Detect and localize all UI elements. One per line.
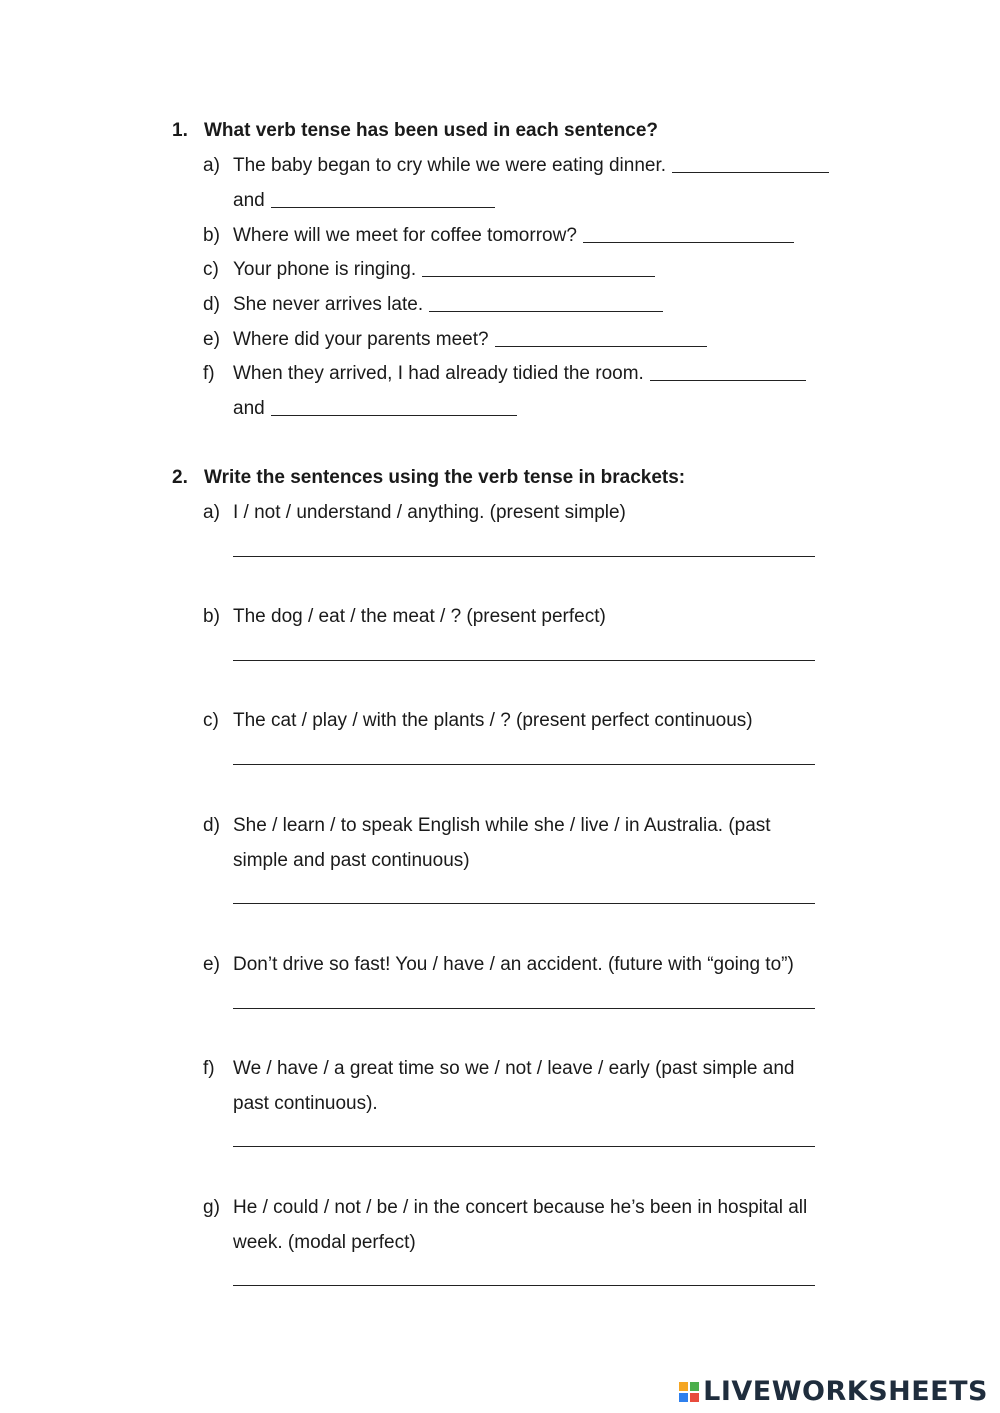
q2-item-e-letter: e) <box>203 954 220 975</box>
liveworksheets-logo <box>679 1376 988 1407</box>
q1-item-f-answer-blank-2[interactable] <box>271 415 517 416</box>
q1-item-c <box>233 259 655 281</box>
q1-item-e <box>233 329 707 351</box>
q1-item-a-letter: a) <box>203 155 220 176</box>
logo-square-4 <box>690 1393 699 1402</box>
q1-item-d-text: She never arrives late. <box>233 294 424 315</box>
q2-item-d-text-line1: She / learn / to speak English while she / live / in Australia. (past <box>233 815 771 836</box>
q2-item-b-letter: b) <box>203 606 220 627</box>
q1-item-f-letter: f) <box>203 363 215 384</box>
q1-item-f-text: When they arrived, I had already tidied the room. <box>233 363 644 384</box>
q1-item-d-letter: d) <box>203 294 220 315</box>
logo-square-2 <box>690 1382 699 1391</box>
q1-item-d <box>233 294 663 316</box>
logo-mark-icon <box>679 1382 699 1402</box>
q2-item-g-letter: g) <box>203 1197 220 1218</box>
q1-item-b-text: Where will we meet for coffee tomorrow? <box>233 225 577 246</box>
question-1-title: What verb tense has been used in each sentence? <box>204 120 659 141</box>
q1-item-d-answer-blank[interactable] <box>429 311 663 312</box>
logo-text: LIVEWORKSHEETS <box>703 1376 988 1407</box>
q2-item-f-text-line2: past continuous). <box>233 1093 378 1114</box>
q2-item-a-text: I / not / understand / anything. (present simple) <box>233 502 626 523</box>
q2-item-g-answer-line[interactable] <box>233 1285 815 1286</box>
q1-item-b <box>233 225 794 247</box>
q2-item-c-letter: c) <box>203 710 219 731</box>
q2-item-g-text-line2: week. (modal perfect) <box>233 1232 416 1253</box>
q2-item-d-answer-line[interactable] <box>233 903 815 904</box>
q2-item-d-text-line2: simple and past continuous) <box>233 850 470 871</box>
q1-item-c-letter: c) <box>203 259 219 280</box>
q1-item-f <box>233 363 806 385</box>
question-1-number: 1. <box>172 120 188 141</box>
q1-item-a-and: and <box>233 190 265 211</box>
q2-item-d-letter: d) <box>203 815 220 836</box>
q1-item-c-answer-blank[interactable] <box>422 276 655 277</box>
q1-item-a <box>233 155 829 177</box>
q1-item-e-answer-blank[interactable] <box>495 346 707 347</box>
q1-item-a-answer-blank-2[interactable] <box>271 207 495 208</box>
q1-item-b-letter: b) <box>203 225 220 246</box>
q2-item-c-answer-line[interactable] <box>233 764 815 765</box>
q2-item-e-text: Don’t drive so fast! You / have / an accident. (future with “going to”) <box>233 954 794 975</box>
q1-item-e-letter: e) <box>203 329 220 350</box>
q2-item-b-answer-line[interactable] <box>233 660 815 661</box>
question-2-title: Write the sentences using the verb tense in brackets: <box>204 467 686 488</box>
q1-item-a-text: The baby began to cry while we were eating dinner. <box>233 155 667 176</box>
q2-item-c-text: The cat / play / with the plants / ? (present perfect continuous) <box>233 710 753 731</box>
q2-item-e-answer-line[interactable] <box>233 1008 815 1009</box>
q2-item-f-letter: f) <box>203 1058 215 1079</box>
question-2-number: 2. <box>172 467 188 488</box>
q1-item-a-answer-blank-1[interactable] <box>672 172 829 173</box>
q1-item-a-cont <box>233 190 495 212</box>
q2-item-g-text-line1: He / could / not / be / in the concert because he’s been in hospital all <box>233 1197 808 1218</box>
logo-square-3 <box>679 1393 688 1402</box>
q1-item-e-text: Where did your parents meet? <box>233 329 489 350</box>
q2-item-f-answer-line[interactable] <box>233 1146 815 1147</box>
q1-item-f-answer-blank-1[interactable] <box>650 380 806 381</box>
q2-item-b-text: The dog / eat / the meat / ? (present perfect) <box>233 606 606 627</box>
q1-item-f-cont <box>233 398 517 420</box>
logo-square-1 <box>679 1382 688 1391</box>
q1-item-f-and: and <box>233 398 265 419</box>
q2-item-a-letter: a) <box>203 502 220 523</box>
q1-item-c-text: Your phone is ringing. <box>233 259 417 280</box>
q2-item-a-answer-line[interactable] <box>233 556 815 557</box>
q2-item-f-text-line1: We / have / a great time so we / not / leave / early (past simple and <box>233 1058 795 1079</box>
q1-item-b-answer-blank[interactable] <box>583 242 794 243</box>
